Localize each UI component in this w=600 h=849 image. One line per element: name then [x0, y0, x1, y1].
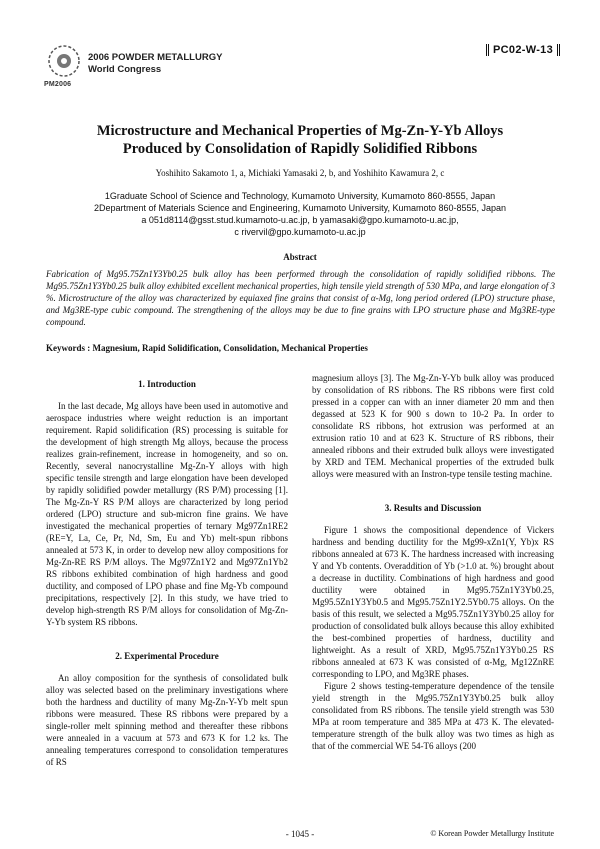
abstract-heading: Abstract: [283, 252, 317, 262]
results-heading: 3. Results and Discussion: [384, 503, 482, 513]
title-line1: Microstructure and Mechanical Properties of Mg-Zn-Y-Yb Alloys: [96, 123, 504, 139]
conference-name: [88, 52, 222, 76]
keywords: Keywords : Magnesium, Rapid Solidification, Consolidation, Mechanical Properties: [46, 343, 368, 353]
experimental-continued: magnesium alloys [3]. The Mg-Zn-Y-Yb bulk alloy was produced by consolidation of RS ribbons. The RS ribbons were first cold pressed in a copper can with an inner diameter 20 mm and then degassed at 523 K for 900 s down to 10-2 Pa. In order to consolidate RS ribbons, hot extrusion was performed at an extrusion ratio 10 and at 623 K. Structure of RS ribbons, their annealed ribbons and their extruded bulk alloys were investigated by XRD and TEM. Mechanical properties of the extruded bulk alloys were measured with an Instron-type tensile testing machine.: [312, 373, 554, 479]
right-column: [312, 372, 554, 752]
copyright: © Korean Powder Metallurgy Institute: [430, 829, 554, 838]
logo-text: PM2006: [44, 81, 72, 88]
experimental-heading: 2. Experimental Procedure: [115, 651, 219, 661]
affiliations: [0, 190, 600, 238]
conference-line1: 2006 POWDER METALLURGY: [88, 52, 223, 63]
affiliation-1: 1Graduate School of Science and Technology, Kumamoto University, Kumamoto 860-8555, Japan: [104, 191, 496, 201]
intro-paragraph: In the last decade, Mg alloys have been used in automotive and aerospace industries where weight reduction is an important requirement. Rapid solidification (RS) processing is suitable for the development of high strength Mg alloys, because the process realizes grain-refinement, increase in homogeneity, and so on. Recently, several nanocrystalline Mg-Zn-Y alloys with high specific tensile strength and large elongation have been developed by rapidly solidified powder metallurgy (RS P/M) processing [1]. The Mg-Zn-Y RS P/M alloys are characterized by long period ordered (LPO) structure and sub-micron fine grains. We have investigated the mechanical properties of ternary Mg97Zn1RE2 (RE=Y, La, Ce, Pr, Nd, Sm, Eu and Yb) melt-spun ribbons annealed at 573 K, in order to develop new alloy compositions for Mg-Zn-RE RS P/M alloys. The Mg97Zn1Y2 and Mg97Zn1Yb2 RS ribbons exhibited combination of high hardness and good ductility, and composed of LPO phase and fine Mg-Yb compound precipitations, respectively [2]. In this study, we have tried to develop high-strength RS P/M alloys for consolidation of Mg-Zn-Y-Yb system RS ribbons.: [46, 401, 288, 627]
left-column: [46, 372, 288, 768]
affiliation-2: 2Department of Materials Science and Engineering, Kumamoto University, Kumamoto 860-8555, Japan: [93, 203, 507, 213]
title-line2: Produced by Consolidation of Rapidly Solidified Ribbons: [122, 141, 478, 157]
email-line-2: c rivervil@gpo.kumamoto-u.ac.jp: [234, 227, 366, 237]
conference-line2: World Congress: [88, 64, 162, 75]
results-paragraph-1: Figure 1 shows the compositional dependence of Vickers hardness and bending ductility for the Mg99-xZn1(Y, Yb)x RS ribbons annealed at 673 K. The hardness increased with increasing Y and Yb contents. Overaddition of Yb (>1.0 at. %) brought about a decrease in ductility. Combinations of high hardness and good ductility were obtained in Mg95.75Zn1Y3Yb0.25, Mg95.5Zn1Y3Yb0.5 and Mg95.75Zn1Y2.5Yb0.75 alloys. On the basis of this result, we selected a Mg95.75Zn1Y3Yb0.25 alloy for production of consolidated bulk alloys because this alloy exhibited the best-combined properties of hardness, ductility and lightweight. As a result of XRD, Mg95.75Zn1Y3Yb0.25 RS ribbons annealed at 673 K was consisted of α-Mg, Mg12ZnRE corresponding to LPO, and Mg3RE phases.: [312, 525, 554, 679]
page-number: - 1045 -: [285, 829, 315, 839]
paper-title: [0, 122, 600, 158]
intro-heading: 1. Introduction: [138, 379, 196, 389]
pm2006-logo-icon: [46, 43, 82, 79]
abstract-text: Fabrication of Mg95.75Zn1Y3Yb0.25 bulk alloy has been performed through the consolidation of rapidly solidified ribbons. The Mg95.75Zn1Y3Yb0.25 bulk alloy exhibited excellent mechanical properties, high tensile yield strength of 530 MPa, and large elongation of 3 %. Microstructure of the alloy was characterized by equiaxed fine grains that consist of α-Mg, long period ordered (LPO) structure phase, and Mg3RE-type cubic compound. The strengthening of the alloys may be due to fine grains with LPO structure phase and Mg3RE-type compound.: [46, 269, 555, 327]
email-line-1: a 051d8114@gsst.stud.kumamoto-u.ac.jp, b yamasaki@gpo.kumamoto-u.ac.jp,: [141, 215, 459, 225]
authors: Yoshihito Sakamoto 1, a, Michiaki Yamasaki 2, b, and Yoshihito Kawamura 2, c: [155, 168, 445, 178]
experimental-paragraph: An alloy composition for the synthesis of consolidated bulk alloy was selected based on the preliminary investigations where both the hardness and ductility of many Mg-Zn-Y-Yb melt spun ribbons were measured. These RS ribbons were prepared by a single-roller melt spinning method and thereafter these ribbons were annealed in a vacuum at 573 and 673 K for 1.2 ks. The annealing temperatures correspond to consolidation temperatures of RS: [46, 673, 288, 767]
results-paragraph-2: Figure 2 shows testing-temperature dependence of the tensile yield strength in the Mg95.75Zn1Y3Yb0.25 bulk alloy consolidated from RS ribbons. The tensile yield strength was 530 MPa at room temperature and 385 MPa at 473 K. The elevated-temperature strength of the bulk alloy was two times as high as that of the commercial WE 54-T6 alloys (200: [312, 681, 554, 751]
paper-code: PC02-W-13: [486, 44, 560, 56]
